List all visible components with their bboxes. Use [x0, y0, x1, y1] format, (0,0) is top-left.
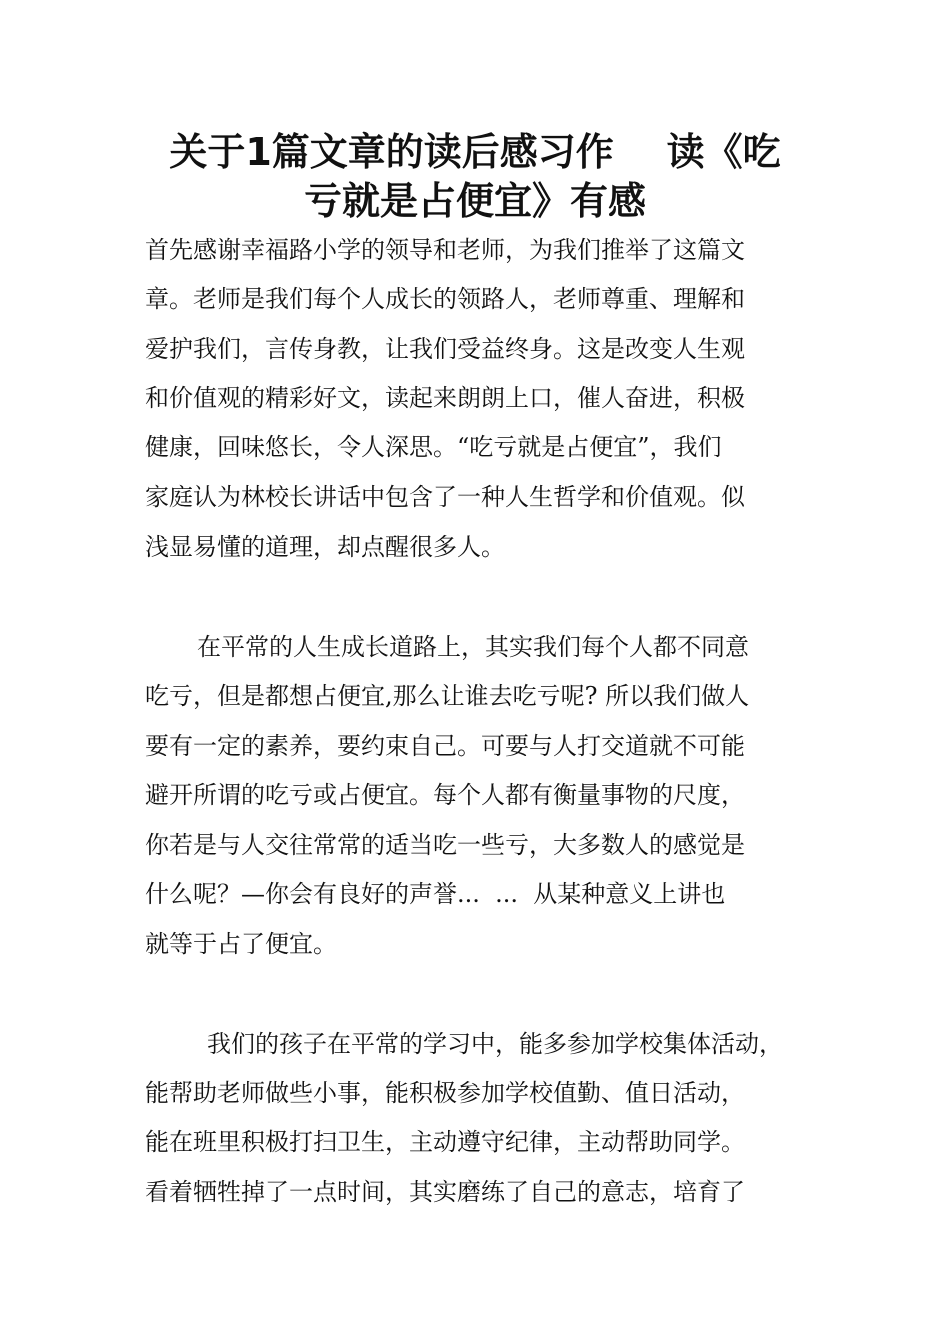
paragraph-1-line-1: 首先感谢幸福路小学的领导和老师，为我们推举了这篇文 [145, 236, 745, 264]
paragraph-1-line-5: 健康，回味悠长，令人深思。“吃亏就是占便宜”，我们 [145, 433, 722, 461]
paragraph-1-line-2: 章。老师是我们每个人成长的领路人，老师尊重、理解和 [145, 285, 745, 313]
paragraph-2-line-4: 避开所谓的吃亏或占便宜。每个人都有衡量事物的尺度， [145, 781, 745, 809]
document-title-line-1: 关于1篇文章的读后感习作 读《吃 [169, 130, 781, 174]
paragraph-2-line-6: 什么呢？—你会有良好的声誉... ... 从某种意义上讲也 [145, 880, 726, 908]
paragraph-2-line-7: 就等于占了便宜。 [145, 930, 337, 958]
paragraph-1-line-7: 浅显易懂的道理，却点醒很多人。 [145, 533, 505, 561]
paragraph-3-line-2: 能帮助老师做些小事，能积极参加学校值勤、值日活动， [145, 1079, 745, 1107]
paragraph-2-line-1: 在平常的人生成长道路上，其实我们每个人都不同意 [197, 633, 749, 661]
paragraph-1-line-6: 家庭认为林校长讲话中包含了一种人生哲学和价值观。似 [145, 483, 745, 511]
paragraph-2-line-2: 吃亏，但是都想占便宜,那么让谁去吃亏呢? 所以我们做人 [145, 682, 750, 710]
paragraph-3-line-1: 我们的孩子在平常的学习中，能多参加学校集体活动， [207, 1030, 783, 1058]
paragraph-3-line-3: 能在班里积极打扫卫生，主动遵守纪律，主动帮助同学。 [145, 1128, 745, 1156]
paragraph-2-line-5: 你若是与人交往常常的适当吃一些亏，大多数人的感觉是 [145, 831, 745, 859]
document-title-line-2: 亏就是占便宜》有感 [303, 179, 646, 223]
paragraph-1-line-4: 和价值观的精彩好文，读起来朗朗上口，催人奋进，积极 [145, 384, 745, 412]
paragraph-2-line-3: 要有一定的素养，要约束自己。可要与人打交道就不可能 [145, 732, 745, 760]
paragraph-1-line-3: 爱护我们，言传身教，让我们受益终身。这是改变人生观 [145, 335, 745, 363]
paragraph-3-line-4: 看着牺牲掉了一点时间，其实磨练了自己的意志，培育了 [145, 1178, 745, 1206]
